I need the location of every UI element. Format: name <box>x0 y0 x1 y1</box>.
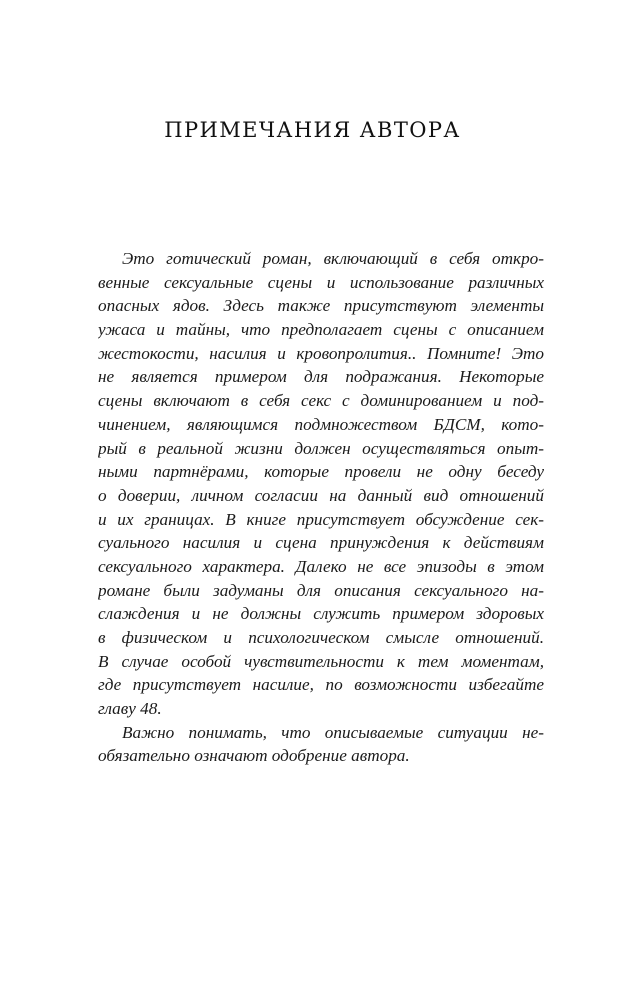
text-line: опасных ядов. Здесь также присутствуют элементы <box>98 296 544 316</box>
text-line: В случае особой чувствительности к тем моментам, <box>98 651 544 671</box>
text-line: о доверии, личном согласии на данный вид отношений <box>98 485 544 505</box>
text-line: слаждения и не должны служить примером здоровых <box>98 604 544 624</box>
paragraph-content-warning <box>98 247 544 721</box>
text-line: и их границах. В книге присутствует обсуждение сек- <box>98 509 544 529</box>
text-line: в физическом и психологическом смысле отношений. <box>98 628 544 647</box>
text-line: суального насилия и сцена принуждения к действиям <box>98 533 544 553</box>
text-line: ными партнёрами, которые провели не одну беседу <box>98 462 544 482</box>
text-line: не является примером для подражания. Некоторые <box>98 367 544 387</box>
text-line: венные сексуальные сцены и использование различных <box>98 272 544 292</box>
text-line: Это готический роман, включающий в себя откро- <box>122 249 544 268</box>
paragraph-disclaimer <box>98 721 544 768</box>
text-line: чинением, являющимся подмножеством БДСМ, кото- <box>98 414 544 434</box>
text-line: жестокости, насилия и кровопролития.. Помните! Это <box>98 343 544 363</box>
text-line: главу 48. <box>98 699 162 719</box>
author-notes-text <box>98 247 544 768</box>
text-line: ужаса и тайны, что предполагает сцены с описанием <box>98 320 544 340</box>
text-line: Важно понимать, что описываемые ситуации не- <box>122 722 544 742</box>
text-line: сцены включают в себя секс с доминированием и под- <box>98 391 544 411</box>
text-line: где присутствует насилие, по возможности избегайте <box>98 675 544 695</box>
text-line: рый в реальной жизни должен осуществляться опыт- <box>98 438 544 458</box>
text-line: романе были задуманы для описания сексуального на- <box>98 580 544 600</box>
page-title: ПРИМЕЧАНИЯ АВТОРА <box>164 118 461 142</box>
text-line: сексуального характера. Далеко не все эпизоды в этом <box>98 556 544 576</box>
text-line: обязательно означают одобрение автора. <box>98 746 410 766</box>
